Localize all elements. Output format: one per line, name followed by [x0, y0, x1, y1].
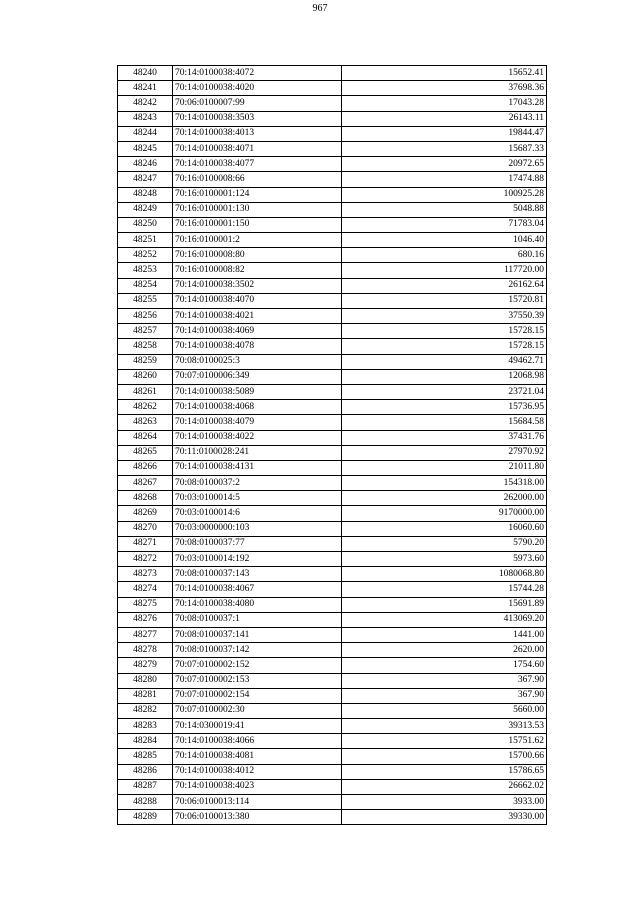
row-number-cell: 48274 [118, 582, 173, 597]
value-cell: 5790.20 [342, 536, 547, 551]
value-cell: 15736.95 [342, 400, 547, 415]
row-number-cell: 48242 [118, 96, 173, 111]
cadastral-number-cell: 70:16:0100001:124 [173, 187, 342, 202]
cadastral-number-cell: 70:16:0100001:2 [173, 233, 342, 248]
value-cell: 5973.60 [342, 552, 547, 567]
table-row [118, 415, 547, 430]
table-row [118, 339, 547, 354]
table-row [118, 567, 547, 582]
cadastral-number-cell: 70:16:0100008:66 [173, 172, 342, 187]
row-number-cell: 48261 [118, 384, 173, 399]
cadastral-number-cell: 70:14:0100038:4072 [173, 66, 342, 81]
cadastral-number-cell: 70:14:0100038:4067 [173, 582, 342, 597]
row-number-cell: 48252 [118, 248, 173, 263]
row-number-cell: 48262 [118, 400, 173, 415]
value-cell: 1441.00 [342, 627, 547, 642]
table-row [118, 96, 547, 111]
table-row [118, 506, 547, 521]
cadastral-number-cell: 70:14:0100038:4077 [173, 157, 342, 172]
value-cell: 15700.66 [342, 749, 547, 764]
row-number-cell: 48282 [118, 703, 173, 718]
value-cell: 5660.00 [342, 703, 547, 718]
row-number-cell: 48287 [118, 779, 173, 794]
table-row [118, 764, 547, 779]
value-cell: 100925.28 [342, 187, 547, 202]
value-cell: 9170000.00 [342, 506, 547, 521]
row-number-cell: 48278 [118, 643, 173, 658]
cadastral-number-cell: 70:14:0100038:4071 [173, 141, 342, 156]
cadastral-number-cell: 70:14:0100038:4068 [173, 400, 342, 415]
cadastral-number-cell: 70:16:0100001:150 [173, 217, 342, 232]
table-row [118, 627, 547, 642]
cadastral-number-cell: 70:08:0100037:141 [173, 627, 342, 642]
value-cell: 12068.98 [342, 369, 547, 384]
cadastral-number-cell: 70:08:0100037:1 [173, 612, 342, 627]
row-number-cell: 48254 [118, 278, 173, 293]
row-number-cell: 48281 [118, 688, 173, 703]
cadastral-number-cell: 70:08:0100037:77 [173, 536, 342, 551]
row-number-cell: 48259 [118, 354, 173, 369]
row-number-cell: 48248 [118, 187, 173, 202]
page-number: 967 [312, 3, 328, 14]
row-number-cell: 48249 [118, 202, 173, 217]
cadastral-number-cell: 70:08:0100037:142 [173, 643, 342, 658]
table-row [118, 263, 547, 278]
row-number-cell: 48284 [118, 734, 173, 749]
table-row [118, 278, 547, 293]
cadastral-number-cell: 70:08:0100037:2 [173, 476, 342, 491]
row-number-cell: 48269 [118, 506, 173, 521]
value-cell: 367.90 [342, 688, 547, 703]
table-row [118, 779, 547, 794]
table-row [118, 157, 547, 172]
value-cell: 5048.88 [342, 202, 547, 217]
row-number-cell: 48277 [118, 627, 173, 642]
row-number-cell: 48245 [118, 141, 173, 156]
value-cell: 39313.53 [342, 719, 547, 734]
table-row [118, 612, 547, 627]
value-cell: 20972.65 [342, 157, 547, 172]
table-row [118, 445, 547, 460]
value-cell: 15687.33 [342, 141, 547, 156]
table-row [118, 66, 547, 81]
value-cell: 39330.00 [342, 810, 547, 825]
cadastral-number-cell: 70:14:0100038:3502 [173, 278, 342, 293]
table-row [118, 536, 547, 551]
value-cell: 26143.11 [342, 111, 547, 126]
row-number-cell: 48264 [118, 430, 173, 445]
value-cell: 21011.80 [342, 460, 547, 475]
cadastral-number-cell: 70:14:0100038:4081 [173, 749, 342, 764]
cadastral-number-cell: 70:14:0100038:4079 [173, 415, 342, 430]
value-cell: 37698.36 [342, 81, 547, 96]
cadastral-number-cell: 70:14:0100038:4131 [173, 460, 342, 475]
value-cell: 71783.04 [342, 217, 547, 232]
row-number-cell: 48241 [118, 81, 173, 96]
value-cell: 15691.89 [342, 597, 547, 612]
table-row [118, 673, 547, 688]
cadastral-number-cell: 70:14:0100038:4020 [173, 81, 342, 96]
cadastral-number-cell: 70:14:0100038:3503 [173, 111, 342, 126]
row-number-cell: 48289 [118, 810, 173, 825]
table-row [118, 749, 547, 764]
value-cell: 2620.00 [342, 643, 547, 658]
cadastral-number-cell: 70:06:0100013:114 [173, 795, 342, 810]
row-number-cell: 48272 [118, 552, 173, 567]
cadastral-number-cell: 70:14:0100038:4021 [173, 309, 342, 324]
cadastral-number-cell: 70:07:0100002:154 [173, 688, 342, 703]
row-number-cell: 48251 [118, 233, 173, 248]
cadastral-number-cell: 70:07:0100002:30 [173, 703, 342, 718]
row-number-cell: 48276 [118, 612, 173, 627]
row-number-cell: 48247 [118, 172, 173, 187]
value-cell: 680.16 [342, 248, 547, 263]
row-number-cell: 48270 [118, 521, 173, 536]
table-body [118, 66, 547, 825]
table-row [118, 810, 547, 825]
table-row [118, 460, 547, 475]
cadastral-number-cell: 70:03:0100014:5 [173, 491, 342, 506]
table-row [118, 658, 547, 673]
table-row [118, 202, 547, 217]
value-cell: 154318.00 [342, 476, 547, 491]
row-number-cell: 48265 [118, 445, 173, 460]
row-number-cell: 48253 [118, 263, 173, 278]
cadastral-number-cell: 70:03:0000000:103 [173, 521, 342, 536]
value-cell: 367.90 [342, 673, 547, 688]
value-cell: 26662.02 [342, 779, 547, 794]
row-number-cell: 48271 [118, 536, 173, 551]
value-cell: 15652.41 [342, 66, 547, 81]
row-number-cell: 48268 [118, 491, 173, 506]
table-row [118, 369, 547, 384]
row-number-cell: 48286 [118, 764, 173, 779]
value-cell: 37550.39 [342, 309, 547, 324]
table-row [118, 217, 547, 232]
value-cell: 15728.15 [342, 324, 547, 339]
value-cell: 413069.20 [342, 612, 547, 627]
value-cell: 49462.71 [342, 354, 547, 369]
row-number-cell: 48279 [118, 658, 173, 673]
table-row [118, 719, 547, 734]
value-cell: 26162.64 [342, 278, 547, 293]
value-cell: 16060.60 [342, 521, 547, 536]
row-number-cell: 48263 [118, 415, 173, 430]
row-number-cell: 48275 [118, 597, 173, 612]
cadastral-number-cell: 70:14:0100038:4080 [173, 597, 342, 612]
value-cell: 15744.28 [342, 582, 547, 597]
cadastral-number-cell: 70:14:0100038:4022 [173, 430, 342, 445]
cadastral-number-cell: 70:08:0100025:3 [173, 354, 342, 369]
value-cell: 15684.58 [342, 415, 547, 430]
table-row [118, 582, 547, 597]
row-number-cell: 48250 [118, 217, 173, 232]
row-number-cell: 48258 [118, 339, 173, 354]
row-number-cell: 48243 [118, 111, 173, 126]
row-number-cell: 48240 [118, 66, 173, 81]
cadastral-number-cell: 70:14:0100038:4066 [173, 734, 342, 749]
cadastral-number-cell: 70:14:0300019:41 [173, 719, 342, 734]
cadastral-number-cell: 70:14:0100038:4012 [173, 764, 342, 779]
cadastral-number-cell: 70:14:0100038:4070 [173, 293, 342, 308]
row-number-cell: 48256 [118, 309, 173, 324]
table-row [118, 384, 547, 399]
value-cell: 17043.28 [342, 96, 547, 111]
cadastral-number-cell: 70:14:0100038:5089 [173, 384, 342, 399]
table-row [118, 552, 547, 567]
table-row [118, 309, 547, 324]
row-number-cell: 48267 [118, 476, 173, 491]
row-number-cell: 48283 [118, 719, 173, 734]
value-cell: 1080068.80 [342, 567, 547, 582]
value-cell: 19844.47 [342, 126, 547, 141]
value-cell: 15728.15 [342, 339, 547, 354]
table-row [118, 688, 547, 703]
value-cell: 17474.88 [342, 172, 547, 187]
cadastral-number-cell: 70:08:0100037:143 [173, 567, 342, 582]
cadastral-number-cell: 70:07:0100002:153 [173, 673, 342, 688]
row-number-cell: 48288 [118, 795, 173, 810]
table-row [118, 172, 547, 187]
value-cell: 3933.00 [342, 795, 547, 810]
cadastral-number-cell: 70:16:0100008:82 [173, 263, 342, 278]
value-cell: 1046.40 [342, 233, 547, 248]
cadastral-number-cell: 70:16:0100008:80 [173, 248, 342, 263]
cadastral-number-cell: 70:07:0100002:152 [173, 658, 342, 673]
value-cell: 15786.65 [342, 764, 547, 779]
cadastral-number-cell: 70:03:0100014:6 [173, 506, 342, 521]
table-row [118, 324, 547, 339]
cadastral-number-cell: 70:03:0100014:192 [173, 552, 342, 567]
row-number-cell: 48244 [118, 126, 173, 141]
table-row [118, 597, 547, 612]
table-row [118, 643, 547, 658]
cadastral-number-cell: 70:14:0100038:4023 [173, 779, 342, 794]
table-row [118, 795, 547, 810]
table-row [118, 141, 547, 156]
value-cell: 23721.04 [342, 384, 547, 399]
value-cell: 262000.00 [342, 491, 547, 506]
cadastral-number-cell: 70:16:0100001:130 [173, 202, 342, 217]
table-row [118, 187, 547, 202]
table-row [118, 476, 547, 491]
row-number-cell: 48260 [118, 369, 173, 384]
cadastral-number-cell: 70:14:0100038:4069 [173, 324, 342, 339]
cadastral-value-table [117, 65, 547, 825]
table-row [118, 734, 547, 749]
cadastral-number-cell: 70:06:0100013:380 [173, 810, 342, 825]
cadastral-number-cell: 70:14:0100038:4078 [173, 339, 342, 354]
row-number-cell: 48246 [118, 157, 173, 172]
table-row [118, 293, 547, 308]
row-number-cell: 48285 [118, 749, 173, 764]
table-row [118, 521, 547, 536]
value-cell: 15751.62 [342, 734, 547, 749]
cadastral-number-cell: 70:06:0100007:99 [173, 96, 342, 111]
value-cell: 37431.76 [342, 430, 547, 445]
cadastral-number-cell: 70:07:0100006:349 [173, 369, 342, 384]
table-row [118, 233, 547, 248]
table-row [118, 703, 547, 718]
cadastral-number-cell: 70:11:0100028:241 [173, 445, 342, 460]
row-number-cell: 48257 [118, 324, 173, 339]
value-cell: 1754.60 [342, 658, 547, 673]
table-row [118, 81, 547, 96]
table-row [118, 430, 547, 445]
table-row [118, 400, 547, 415]
table-row [118, 354, 547, 369]
table-row [118, 126, 547, 141]
value-cell: 117720.00 [342, 263, 547, 278]
cadastral-number-cell: 70:14:0100038:4013 [173, 126, 342, 141]
row-number-cell: 48266 [118, 460, 173, 475]
row-number-cell: 48280 [118, 673, 173, 688]
table-row [118, 248, 547, 263]
table-row [118, 491, 547, 506]
row-number-cell: 48255 [118, 293, 173, 308]
value-cell: 15720.81 [342, 293, 547, 308]
table-row [118, 111, 547, 126]
row-number-cell: 48273 [118, 567, 173, 582]
value-cell: 27970.92 [342, 445, 547, 460]
